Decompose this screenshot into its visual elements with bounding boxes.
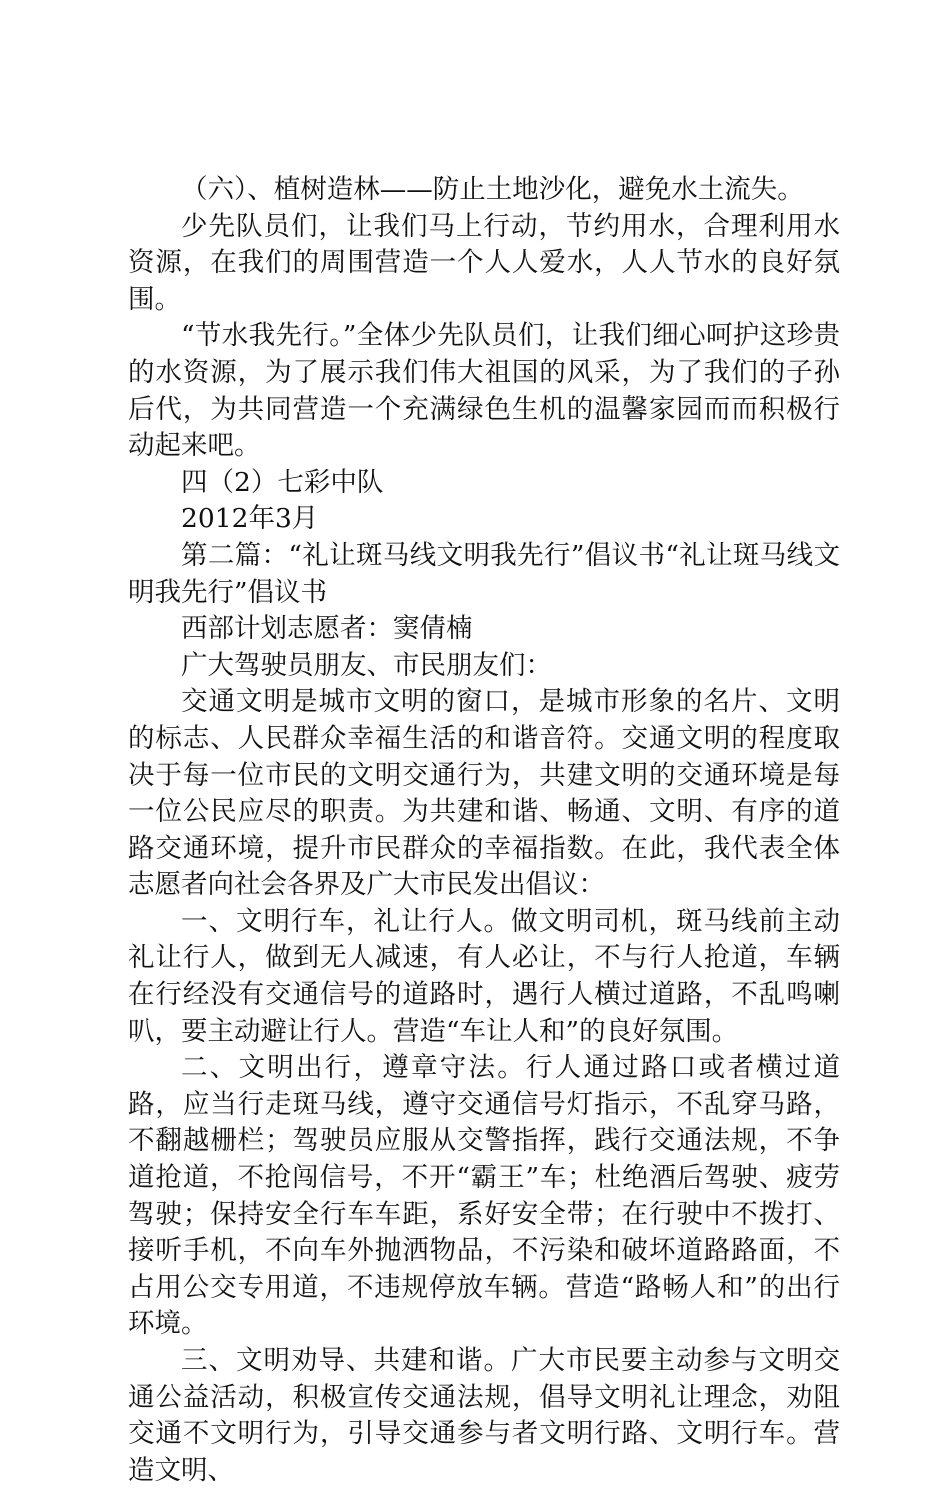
section-title: 第二篇：“礼让斑马线文明我先行”倡议书“礼让斑马线文明我先行”倡议书 <box>128 539 840 608</box>
paragraph-save-water-slogan: “节水我先行。”全体少先队员们，让我们细心呵护这珍贵的水资源，为了展示我们伟大祖国的风采，为了我们的子孙后代，为共同营造一个充满绿色生机的温馨家园而而积极行动起来吧。 <box>128 320 840 462</box>
paragraph-item-2: 二、文明出行，遵章守法。行人通过路口或者横过道路，应当行走斑马线，遵守交通信号灯指示，不乱穿马路，不翻越栅栏；驾驶员应服从交警指挥，践行交通法规，不争道抢道，不抢闯信号，不开“霸王”车；杜绝酒后驾驶、疲劳驾驶；保持安全行车车距，系好安全带；在行驶中不拨打、接听手机，不向车外抛洒物品，不污染和破坏道路路面，不占用公交专用道，不违规停放车辆。营造“路畅人和”的出行环境。 <box>128 1052 840 1340</box>
paragraph-planting: （六）、植树造林——防止土地沙化，避免水土流失。 <box>181 174 804 205</box>
document-body <box>128 172 840 1489</box>
signature-squad: 四（2）七彩中队 <box>181 466 384 498</box>
paragraph-save-water-call: 少先队员们，让我们马上行动，节约用水，合理利用水资源，在我们的周围营造一个人人爱水，人人节水的良好氛围。 <box>128 210 840 315</box>
salutation: 广大驾驶员朋友、市民朋友们： <box>181 649 552 681</box>
paragraph-item-3: 三、文明劝导、共建和谐。广大市民要主动参与文明交通公益活动，积极宣传交通法规，倡导文明礼让理念，劝阻交通不文明行为，引导交通参与者文明行路、文明行车。营造文明、 <box>128 1345 840 1486</box>
author-line: 西部计划志愿者：窦倩楠 <box>181 613 473 645</box>
signature-date: 2012年3月 <box>181 503 319 535</box>
paragraph-intro: 交通文明是城市文明的窗口，是城市形象的名片、文明的标志、人民群众幸福生活的和谐音符。交通文明的程度取决于每一位市民的文明交通行为，共建文明的交通环境是每一位公民应尽的职责。为共建和谐、畅通、文明、有序的道路交通环境，提升市民群众的幸福指数。在此，我代表全体志愿者向社会各界及广大市民发出倡议： <box>128 686 840 901</box>
paragraph-item-1: 一、文明行车，礼让行人。做文明司机，斑马线前主动礼让行人，做到无人减速，有人必让，不与行人抢道，车辆在行经没有交通信号的道路时，遇行人横过道路，不乱鸣喇叭，要主动避让行人。营造“车让人和”的良好氛围。 <box>128 905 840 1047</box>
